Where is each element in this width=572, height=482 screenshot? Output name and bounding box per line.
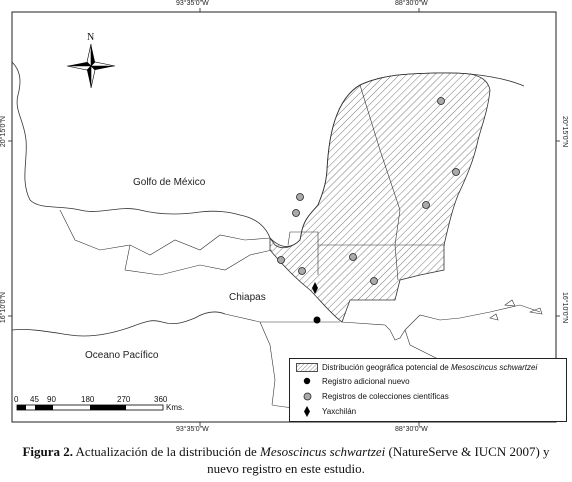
coord-right-upper: 20°15'0"N — [561, 116, 568, 148]
legend — [289, 358, 567, 422]
legend-distribution-species: Mesoscincus schwartzei — [450, 362, 538, 372]
place-chiapas: Chiapas — [229, 292, 266, 303]
hatched-area-icon — [296, 363, 318, 372]
place-gulf: Golfo de México — [133, 177, 206, 188]
scale-unit: Kms. — [166, 403, 185, 412]
north-label: N — [87, 32, 95, 43]
legend-item-distribution — [296, 361, 537, 373]
legend-item-yaxchilan — [296, 405, 356, 417]
collection-record-point — [453, 169, 460, 176]
caption-text-before: Actualización de la distribución de — [73, 444, 260, 459]
collection-record-point — [299, 268, 306, 275]
collection-record-point — [371, 278, 378, 285]
collection-record-point — [438, 98, 445, 105]
scale-tick-label: 45 — [30, 395, 39, 404]
collection-record-point — [297, 194, 304, 201]
collection-record-point — [293, 210, 300, 217]
legend-item-new-record — [296, 375, 410, 387]
scale-tick-label: 270 — [117, 395, 131, 404]
scale-tick-label: 180 — [81, 395, 95, 404]
caption-line2: nuevo registro en este estudio. — [207, 461, 365, 476]
collection-record-point — [278, 257, 285, 264]
figure-caption — [0, 443, 572, 477]
black-dot-icon — [296, 377, 318, 385]
coord-right-lower: 16°10'0"N — [561, 292, 568, 324]
coord-left-upper: 20°15'0"N — [0, 116, 7, 148]
coord-top-right: 88°30'0"W — [395, 0, 428, 7]
scale-tick-label: 0 — [14, 395, 19, 404]
grey-dot-icon — [296, 392, 318, 401]
new-record-point — [314, 317, 321, 324]
coord-bottom-right: 88°30'0"W — [395, 426, 428, 433]
legend-collections-label: Registros de colecciones científicas — [322, 391, 449, 401]
legend-item-collections — [296, 390, 449, 402]
caption-label: Figura 2. — [22, 444, 73, 459]
legend-yaxchilan-label: Yaxchilán — [322, 406, 357, 416]
scale-bar — [17, 405, 163, 410]
collection-record-point — [350, 254, 357, 261]
coord-bottom-left: 93°35'0"W — [176, 426, 209, 433]
caption-text-after: (NatureServe & IUCN 2007) y — [385, 444, 550, 459]
caption-species: Mesoscincus schwartzei — [260, 444, 386, 459]
black-diamond-icon — [296, 406, 318, 417]
scale-tick-label: 90 — [47, 395, 56, 404]
legend-new-record-label: Registro adicional nuevo — [322, 376, 410, 386]
coord-top-left: 93°35'0"W — [176, 0, 209, 7]
scale-tick-label: 360 — [154, 395, 168, 404]
collection-record-point — [423, 202, 430, 209]
place-ocean: Oceano Pacífico — [85, 350, 159, 361]
coord-left-lower: 16°10'0"N — [0, 292, 7, 324]
legend-distribution-prefix: Distribución geográfica potencial de — [322, 362, 451, 372]
